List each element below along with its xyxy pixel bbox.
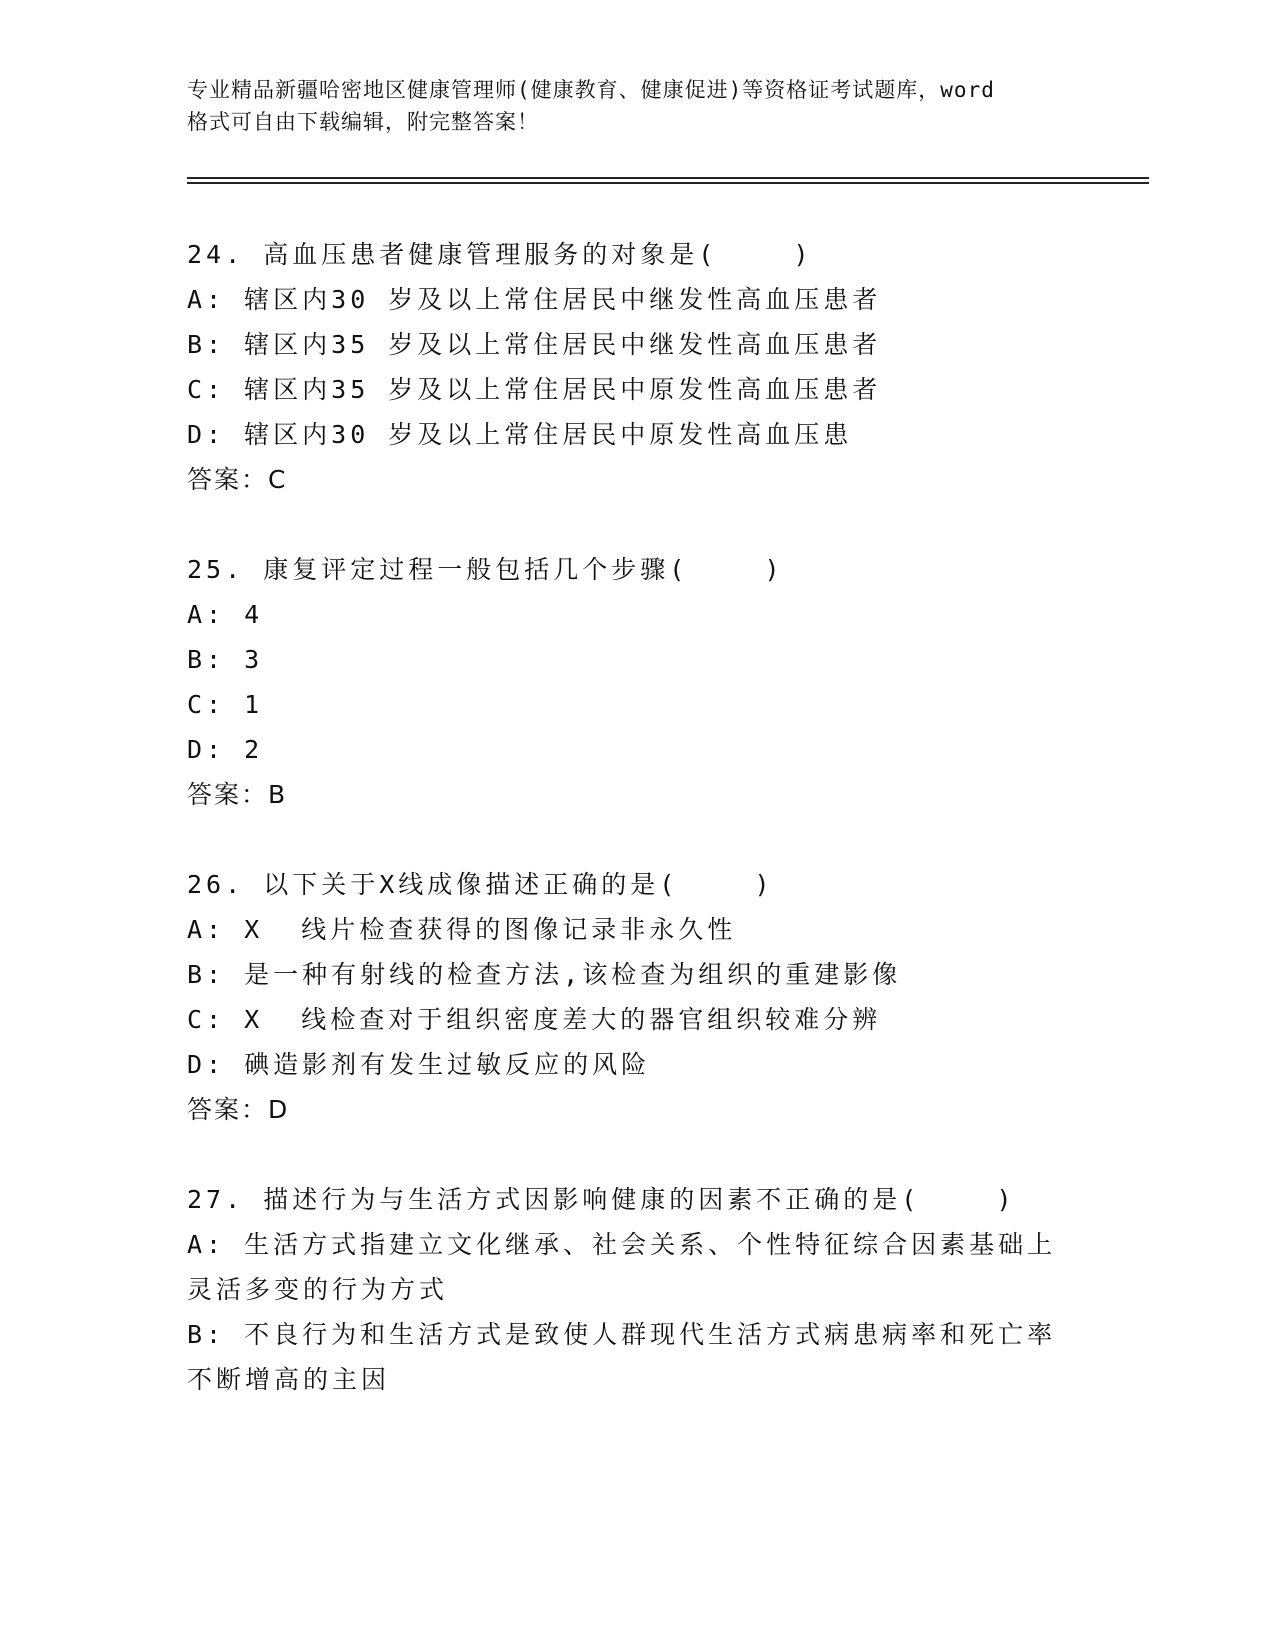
header-divider-bottom [187,182,1149,184]
option-b: B: 辖区内35 岁及以上常住居民中继发性高血压患者 [187,330,882,359]
answer-text: 答案：B [187,780,288,809]
header-line-2: 格式可自由下载编辑，附完整答案！ [187,110,539,134]
option-a: A: 4 [187,600,264,629]
question-stem: 27. 描述行为与生活方式因影响健康的因素不正确的是( ) [187,1185,1016,1214]
option-c: C: X 线检查对于组织密度差大的器官组织较难分辨 [187,1005,882,1034]
option-d: D: 辖区内30 岁及以上常住居民中原发性高血压患 [187,420,853,449]
option-b: B: 不良行为和生活方式是致使人群现代生活方式病患病率和死亡率不断增高的主因 [187,1320,1057,1394]
question-26 [187,862,1087,1132]
option-a: A: 辖区内30 岁及以上常住居民中继发性高血压患者 [187,285,882,314]
option-c: C: 辖区内35 岁及以上常住居民中原发性高血压患者 [187,375,882,404]
option-d: D: 2 [187,735,264,764]
question-stem: 24. 高血压患者健康管理服务的对象是( ) [187,240,813,269]
answer-text: 答案：C [187,465,288,494]
question-27 [187,1177,1087,1402]
question-24 [187,232,1087,502]
header-divider-top [187,177,1149,179]
option-b: B: 3 [187,645,264,674]
document-header [187,74,1087,138]
option-c: C: 1 [187,690,264,719]
question-25 [187,547,1087,817]
answer-text: 答案：D [187,1095,290,1124]
option-b: B: 是一种有射线的检查方法,该检查为组织的重建影像 [187,960,902,989]
question-list [187,232,1087,1447]
header-line-1: 专业精品新疆哈密地区健康管理师(健康教育、健康促进)等资格证考试题库，word [187,78,995,102]
question-stem: 25. 康复评定过程一般包括几个步骤( ) [187,555,784,584]
question-stem: 26. 以下关于X线成像描述正确的是( ) [187,870,774,899]
option-a: A: X 线片检查获得的图像记录非永久性 [187,915,737,944]
option-d: D: 碘造影剂有发生过敏反应的风险 [187,1050,651,1079]
option-a: A: 生活方式指建立文化继承、社会关系、个性特征综合因素基础上灵活多变的行为方式 [187,1230,1057,1304]
